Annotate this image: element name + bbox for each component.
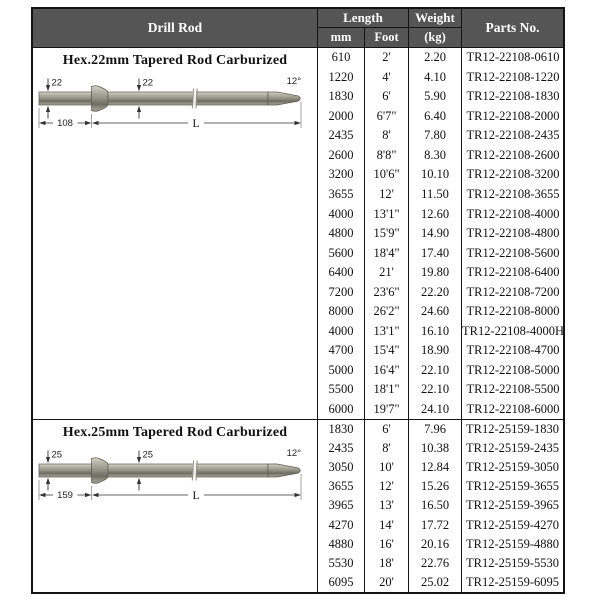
rod-technical-drawing xyxy=(34,444,316,508)
cell-length-mm: 4000 xyxy=(318,204,365,224)
dim-total-length: L xyxy=(192,118,200,130)
header-length: Length xyxy=(318,9,408,28)
cell-weight-kg: 25.02 xyxy=(409,573,462,592)
cell-length-foot: 23'6" xyxy=(365,282,409,302)
cell-weight-kg: 22.20 xyxy=(409,282,462,302)
cell-part-no: TR12-22108-4000 xyxy=(466,206,560,221)
table-row xyxy=(318,380,564,400)
cell-part-no: TR12-22108-1220 xyxy=(466,69,560,84)
table-row xyxy=(318,361,564,381)
cell-part-no: TR12-22108-4700 xyxy=(466,343,560,358)
cell-length-mm: 3200 xyxy=(318,165,365,185)
cell-part-no: TR12-25159-5530 xyxy=(465,555,560,570)
rod-shank xyxy=(39,92,92,105)
cell-length-mm: 6400 xyxy=(318,263,365,283)
header-weight: Weight xyxy=(409,9,461,28)
dim-arrowhead xyxy=(92,493,99,497)
cell-weight-kg: 14.90 xyxy=(409,224,462,244)
cell-weight-kg: 11.50 xyxy=(409,185,462,205)
table-row xyxy=(318,302,564,322)
cell-length-foot: 12' xyxy=(365,477,409,496)
header-weight-unit: (kg) xyxy=(424,30,446,44)
cell-weight-kg: 15.26 xyxy=(409,477,462,496)
table-row xyxy=(318,282,564,302)
cell-part-no: TR12-25159-4880 xyxy=(465,536,560,551)
cell-weight-kg: 22.10 xyxy=(409,380,462,400)
header-weight-group xyxy=(409,9,462,47)
cell-length-foot: 19'7" xyxy=(365,400,409,420)
table-row xyxy=(318,185,564,205)
cell-weight-kg: 17.40 xyxy=(409,243,462,263)
cell-part-no: TR12-22108-5500 xyxy=(466,382,560,397)
rod-technical-drawing xyxy=(34,72,316,136)
cell-part-no: TR12-22108-2000 xyxy=(466,108,560,123)
cell-length-mm: 3965 xyxy=(318,496,365,515)
cell-weight-kg: 24.10 xyxy=(409,400,462,420)
dim-arrowhead xyxy=(39,493,46,497)
header-mm: mm xyxy=(318,28,365,47)
rod-collar xyxy=(92,458,109,484)
cell-length-foot: 21' xyxy=(365,263,409,283)
dim-shank-diameter: 25 xyxy=(51,449,63,461)
cell-length-foot: 8' xyxy=(365,439,409,458)
cell-length-foot: 13'1" xyxy=(365,321,409,341)
cell-length-mm: 2600 xyxy=(318,146,365,166)
cell-weight-kg: 16.50 xyxy=(409,496,462,515)
cell-length-mm: 610 xyxy=(318,48,365,68)
dim-shank-length: 108 xyxy=(57,118,73,130)
table-row xyxy=(318,263,564,283)
dia-arrowhead xyxy=(137,457,141,463)
cell-length-foot: 18'1" xyxy=(365,380,409,400)
cell-weight-kg: 18.90 xyxy=(409,341,462,361)
header-length-subrow xyxy=(318,28,408,47)
cell-part-no: TR12-22108-4800 xyxy=(466,226,560,241)
cell-length-foot: 6'7" xyxy=(365,107,409,127)
section-hex25 xyxy=(33,420,563,592)
rod-collar xyxy=(92,86,109,112)
table-row xyxy=(318,243,564,263)
cell-length-mm: 6095 xyxy=(318,573,365,592)
cell-length-mm: 3655 xyxy=(318,185,365,205)
table-row xyxy=(318,68,564,88)
rod-body xyxy=(108,464,268,477)
table-row xyxy=(318,535,563,554)
rod-tip xyxy=(268,464,300,477)
cell-length-mm: 1830 xyxy=(318,420,365,439)
cell-weight-kg: 4.10 xyxy=(409,68,462,88)
cell-length-mm: 1830 xyxy=(318,87,365,107)
cell-part-no: TR12-22108-2600 xyxy=(466,147,560,162)
cell-length-foot: 10' xyxy=(365,458,409,477)
cell-part-no: TR12-22108-4000H xyxy=(462,323,565,338)
cell-weight-kg: 19.80 xyxy=(409,263,462,283)
table-row xyxy=(318,573,563,592)
section-hex22 xyxy=(33,48,563,420)
cell-length-mm: 8000 xyxy=(318,302,365,322)
cell-length-mm: 2435 xyxy=(318,439,365,458)
cell-weight-kg: 16.10 xyxy=(409,321,462,341)
cell-length-foot: 6' xyxy=(365,87,409,107)
dim-tip-angle: 12° xyxy=(286,448,301,459)
cell-length-foot: 8'8" xyxy=(365,146,409,166)
cell-part-no: TR12-22108-5600 xyxy=(466,245,560,260)
cell-part-no: TR12-22108-1830 xyxy=(466,89,560,104)
cell-length-mm: 5600 xyxy=(318,243,365,263)
table-row xyxy=(318,321,564,341)
table-row xyxy=(318,204,564,224)
cell-length-mm: 4800 xyxy=(318,224,365,244)
dia-arrowhead xyxy=(137,478,141,484)
dia-arrowhead xyxy=(137,85,141,91)
rod-body xyxy=(108,92,268,105)
table-row xyxy=(318,420,563,439)
header-foot: Foot xyxy=(374,30,399,44)
cell-weight-kg: 6.40 xyxy=(409,107,462,127)
cell-length-foot: 18' xyxy=(365,554,409,573)
cell-length-foot: 16' xyxy=(365,535,409,554)
cell-part-no: TR12-22108-5000 xyxy=(466,362,560,377)
cell-length-mm: 7200 xyxy=(318,282,365,302)
section-title: Hex.25mm Tapered Rod Carburized xyxy=(62,425,288,440)
cell-weight-kg: 10.38 xyxy=(409,439,462,458)
section-hex22-left xyxy=(33,48,318,419)
dim-total-length: L xyxy=(192,490,200,502)
drill-rod-spec-table xyxy=(31,7,565,594)
cell-weight-kg: 20.16 xyxy=(409,535,462,554)
cell-part-no: TR12-25159-6095 xyxy=(465,574,560,589)
cell-length-foot: 6' xyxy=(365,420,409,439)
cell-weight-kg: 10.10 xyxy=(409,165,462,185)
table-header xyxy=(33,9,563,48)
dia-arrowhead xyxy=(137,106,141,112)
cell-length-mm: 5530 xyxy=(318,554,365,573)
dia-arrowhead xyxy=(46,457,50,463)
cell-length-mm: 2000 xyxy=(318,107,365,127)
cell-weight-kg: 5.90 xyxy=(409,87,462,107)
cell-length-mm: 3050 xyxy=(318,458,365,477)
cell-weight-kg: 8.30 xyxy=(409,146,462,166)
cell-length-mm: 5500 xyxy=(318,380,365,400)
cell-length-foot: 15'9" xyxy=(365,224,409,244)
dia-arrowhead xyxy=(46,478,50,484)
table-row xyxy=(318,496,563,515)
cell-part-no: TR12-22108-3655 xyxy=(466,186,560,201)
cell-length-foot: 2' xyxy=(365,48,409,68)
cell-weight-kg: 12.84 xyxy=(409,458,462,477)
table-row xyxy=(318,107,564,127)
cell-length-mm: 1220 xyxy=(318,68,365,88)
cell-length-mm: 2435 xyxy=(318,126,365,146)
cell-length-mm: 4270 xyxy=(318,516,365,535)
rod-shank xyxy=(39,464,92,477)
dim-arrowhead xyxy=(85,493,92,497)
header-length-group xyxy=(318,9,409,47)
table-row xyxy=(318,341,564,361)
dim-arrowhead xyxy=(39,121,46,125)
cell-length-foot: 18'4" xyxy=(365,243,409,263)
cell-length-mm: 6000 xyxy=(318,400,365,420)
cell-part-no: TR12-22108-7200 xyxy=(466,284,560,299)
cell-length-foot: 26'2" xyxy=(365,302,409,322)
cell-length-foot: 12' xyxy=(365,185,409,205)
cell-weight-kg: 7.96 xyxy=(409,420,462,439)
dim-shank-diameter: 22 xyxy=(51,77,63,89)
table-row xyxy=(318,477,563,496)
cell-length-mm: 4700 xyxy=(318,341,365,361)
cell-weight-kg: 22.10 xyxy=(409,361,462,381)
dia-arrowhead xyxy=(46,106,50,112)
cell-weight-kg: 7.80 xyxy=(409,126,462,146)
cell-length-foot: 16'4" xyxy=(365,361,409,381)
rod-tip xyxy=(268,92,300,105)
dim-arrowhead xyxy=(85,121,92,125)
table-row xyxy=(318,400,564,420)
dim-rod-diameter: 22 xyxy=(142,77,154,89)
cell-length-mm: 4000 xyxy=(318,321,365,341)
cell-part-no: TR12-25159-1830 xyxy=(465,422,560,437)
cell-length-foot: 8' xyxy=(365,126,409,146)
cell-part-no: TR12-22108-6000 xyxy=(466,401,560,416)
table-row xyxy=(318,516,563,535)
dim-arrowhead xyxy=(295,493,302,497)
dim-tip-angle: 12° xyxy=(286,76,301,87)
header-parts-no: Parts No. xyxy=(485,20,540,35)
section-hex25-left xyxy=(33,420,318,592)
cell-part-no: TR12-25159-3050 xyxy=(465,460,560,475)
cell-part-no: TR12-22108-3200 xyxy=(466,167,560,182)
cell-length-foot: 13'1" xyxy=(365,204,409,224)
cell-part-no: TR12-22108-8000 xyxy=(466,304,560,319)
cell-part-no: TR12-22108-0610 xyxy=(466,50,560,65)
dim-arrowhead xyxy=(92,121,99,125)
table-row xyxy=(318,87,564,107)
table-row xyxy=(318,126,564,146)
section-title: Hex.22mm Tapered Rod Carburized xyxy=(62,53,288,68)
section-hex22-rows xyxy=(318,48,564,419)
cell-weight-kg: 2.20 xyxy=(409,48,462,68)
header-drill-rod: Drill Rod xyxy=(33,9,318,47)
cell-length-foot: 4' xyxy=(365,68,409,88)
cell-part-no: TR12-22108-6400 xyxy=(466,265,560,280)
cell-length-mm: 4880 xyxy=(318,535,365,554)
cell-part-no: TR12-22108-2435 xyxy=(466,128,560,143)
table-row xyxy=(318,458,563,477)
dim-shank-length: 159 xyxy=(57,490,73,502)
cell-length-foot: 13' xyxy=(365,496,409,515)
cell-part-no: TR12-25159-3655 xyxy=(465,479,560,494)
dia-arrowhead xyxy=(46,85,50,91)
section-hex25-rows xyxy=(318,420,563,592)
cell-length-mm: 3655 xyxy=(318,477,365,496)
cell-length-foot: 15'4" xyxy=(365,341,409,361)
table-row xyxy=(318,224,564,244)
cell-length-mm: 5000 xyxy=(318,361,365,381)
cell-weight-kg: 17.72 xyxy=(409,516,462,535)
cell-part-no: TR12-25159-4270 xyxy=(465,517,560,532)
table-row xyxy=(318,165,564,185)
dim-rod-diameter: 25 xyxy=(142,449,154,461)
table-row xyxy=(318,48,564,68)
cell-length-foot: 10'6" xyxy=(365,165,409,185)
cell-length-foot: 14' xyxy=(365,516,409,535)
cell-weight-kg: 24.60 xyxy=(409,302,462,322)
dim-arrowhead xyxy=(295,121,302,125)
table-row xyxy=(318,439,563,458)
table-row xyxy=(318,554,563,573)
cell-part-no: TR12-25159-3965 xyxy=(465,498,560,513)
table-row xyxy=(318,146,564,166)
cell-weight-kg: 22.76 xyxy=(409,554,462,573)
cell-length-foot: 20' xyxy=(365,573,409,592)
cell-part-no: TR12-25159-2435 xyxy=(465,441,560,456)
cell-weight-kg: 12.60 xyxy=(409,204,462,224)
